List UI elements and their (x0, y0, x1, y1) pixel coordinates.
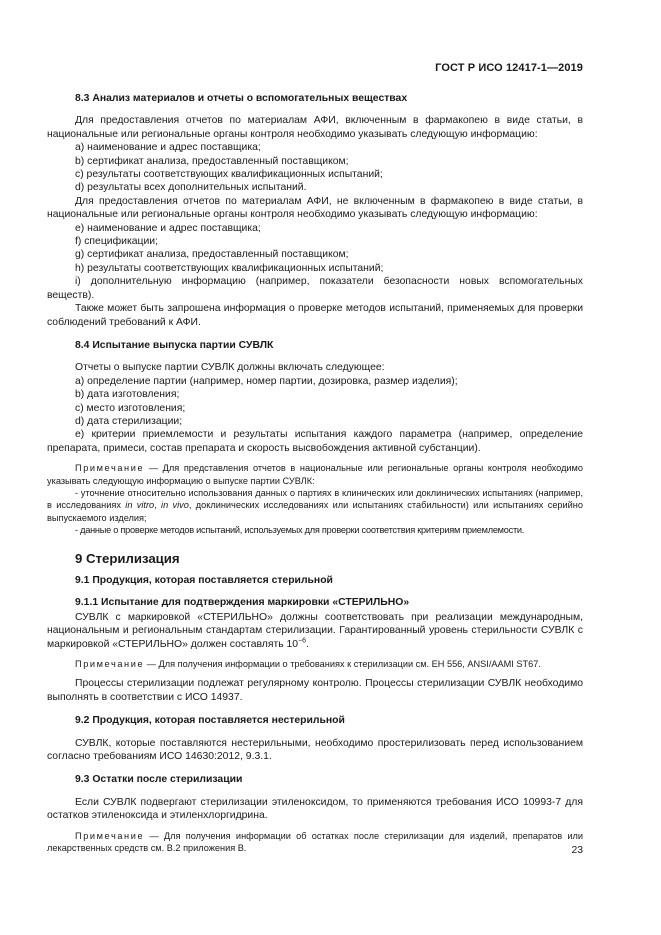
section-8-3-title: 8.3 Анализ материалов и отчеты о вспомогательных веществах (75, 93, 408, 104)
list-item: а) наименование и адрес поставщика; (75, 142, 261, 154)
paragraph: Процессы стерилизации подлежат регулярному контролю. Процессы стерилизации СУВЛК необходимо выполнять в соответствии с ИСО 14937. (47, 678, 583, 703)
section-9-1-title: 9.1 Продукция, которая поставляется стерильной (75, 575, 333, 586)
note-text: — Для получения информации о требованиях к стерилизации см. ЕН 556, ANSI/AAMI ST67. (144, 659, 541, 670)
section-9-3-title: 9.3 Остатки после стерилизации (75, 774, 243, 786)
paragraph: Также может быть запрошена информация о проверке методов испытаний, применяемых для проверки соблюдений требований к АФИ. (47, 303, 583, 328)
list-item: b) дата изготовления; (75, 389, 180, 401)
list-item: a) определение партии (например, номер партии, дозировка, размер изделия); (75, 375, 458, 387)
list-item: h) результаты соответствующих квалификационных испытаний; (75, 262, 384, 274)
list-item: b) сертификат анализа, предоставленный поставщиком; (75, 155, 349, 167)
list-item: d) дата стерилизации; (75, 415, 183, 427)
section-9-1-1-title: 9.1.1 Испытание для подтверждения маркировки «СТЕРИЛЬНО» (75, 597, 410, 609)
page-content (47, 92, 583, 855)
note-label: Примечание (75, 463, 145, 474)
note-text: — Для представления отчетов в национальные или региональные органы контроля необходимо указывать следующую информацию о выпуске партии СУВЛК: (47, 463, 583, 486)
list-item: c) место изготовления; (75, 402, 186, 414)
note (47, 462, 583, 487)
paragraph: Для предоставления отчетов по материалам АФИ, не включенным в фармакопею в виде статьи, в национальные или региональные органы контроля необходимо указывать следующую информацию: (47, 195, 583, 221)
note-list-item: - данные о проверке методов испытаний, используемых для проверки соответствия критериям приемлемости. (75, 525, 525, 536)
note (47, 830, 583, 855)
list-item: f) спецификации; (75, 236, 158, 248)
paragraph: Если СУВЛК подвергают стерилизации этиленоксидом, то применяются требования ИСО 10993-7 для остатков этиленоксида и этиленхлоргидрина. (47, 796, 583, 822)
note-label: Примечание (75, 659, 145, 670)
section-8-4-title: 8.4 Испытание выпуска партии СУВЛК (75, 339, 274, 351)
list-item: d) результаты всех дополнительных испытаний. (75, 182, 307, 194)
section-9-2-title: 9.2 Продукция, которая поставляется нестерильной (75, 715, 345, 727)
paragraph: СУВЛК, которые поставляются нестерильными, необходимо простерилизовать перед использованием согласно требованиям ИСО 14630:2012, 9.3.1. (47, 737, 583, 763)
page-number: 23 (571, 845, 583, 856)
paragraph: Отчеты о выпуске партии СУВЛК должны включать следующее: (75, 362, 385, 374)
note-label: Примечание (75, 830, 145, 841)
note-text: — Для получения информации об остатках после стерилизации для изделий, препаратов или лекарственных средств см. B.2 приложения B. (47, 830, 583, 854)
list-item: i) дополнительную информацию (например, показатели безопасности новых вспомогательных веществ). (47, 276, 583, 301)
note-list-item: - уточнение относительно использования данных о партиях в клинических или доклинических испытаниях (например, в исследованиях in vitro, in vivo, доклинических исследованиях или испытаниях стабильности) или испытаниях серийно выпускаемого изделия; (47, 487, 583, 523)
paragraph: СУВЛК с маркировкой «СТЕРИЛЬНО» должны соответствовать при реализации международным, национальным и региональным стандартам стерилизации. Гарантированный уровень стерильности СУВЛК с маркировкой «СТЕРИЛЬНО» должен составлять $10^{-6}$. (47, 611, 583, 650)
document-id-header: ГОСТ Р ИСО 12417-1—2019 (435, 62, 583, 74)
section-9-title: 9 Стерилизация (75, 550, 180, 566)
list-item: e) критерии приемлемости и результаты испытания каждого параметра (например, определение препарата, примеси, состав препарата и скорость высвобождения активной субстанции). (47, 429, 583, 454)
note (47, 658, 583, 670)
paragraph: Для предоставления отчетов по материалам АФИ, включенным в фармакопею в виде статьи, в национальные или региональные органы контроля необходимо указывать следующую информацию: (47, 115, 583, 140)
list-item: e) наименование и адрес поставщика; (75, 222, 261, 234)
list-item: c) результаты соответствующих квалификационных испытаний; (75, 169, 383, 181)
list-item: g) сертификат анализа, предоставленный поставщиком; (75, 249, 349, 261)
